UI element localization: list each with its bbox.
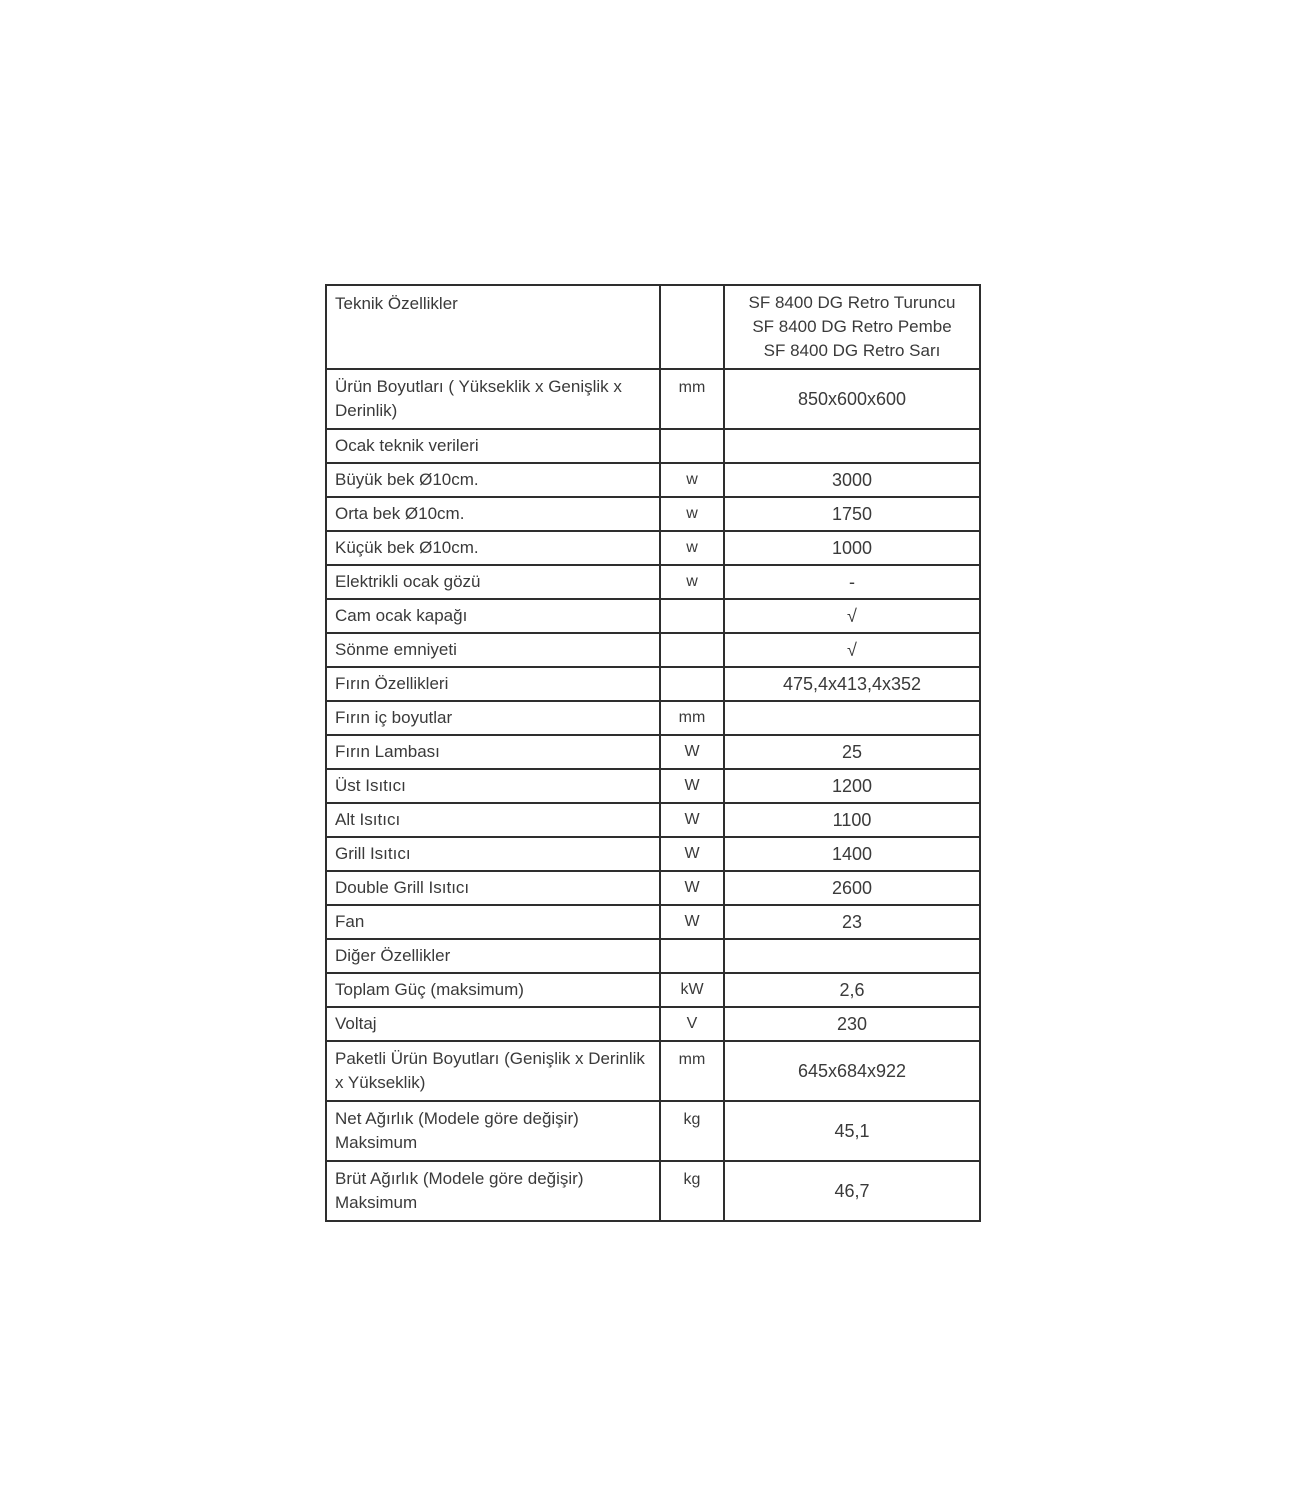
table-row bbox=[326, 939, 980, 973]
table-row bbox=[326, 1101, 980, 1161]
spec-unit: V bbox=[660, 1007, 724, 1041]
spec-unit: w bbox=[660, 497, 724, 531]
spec-unit: W bbox=[660, 905, 724, 939]
spec-value: 1750 bbox=[724, 497, 980, 531]
spec-value: 2600 bbox=[724, 871, 980, 905]
table-row bbox=[326, 633, 980, 667]
table-row bbox=[326, 701, 980, 735]
spec-label: Diğer Özellikler bbox=[326, 939, 660, 973]
spec-label: Alt Isıtıcı bbox=[326, 803, 660, 837]
spec-unit bbox=[660, 939, 724, 973]
spec-value: 45,1 bbox=[724, 1101, 980, 1161]
spec-unit: W bbox=[660, 871, 724, 905]
spec-value: - bbox=[724, 565, 980, 599]
spec-unit: mm bbox=[660, 369, 724, 429]
spec-label: Brüt Ağırlık (Modele göre değişir) Maksimum bbox=[326, 1161, 660, 1221]
spec-label: Fan bbox=[326, 905, 660, 939]
spec-value: 230 bbox=[724, 1007, 980, 1041]
spec-value: 475,4x413,4x352 bbox=[724, 667, 980, 701]
spec-value: 1000 bbox=[724, 531, 980, 565]
table-row bbox=[326, 497, 980, 531]
spec-label: Grill Isıtıcı bbox=[326, 837, 660, 871]
table-row bbox=[326, 1161, 980, 1221]
spec-value: 1100 bbox=[724, 803, 980, 837]
spec-label: Ocak teknik verileri bbox=[326, 429, 660, 463]
spec-value bbox=[724, 429, 980, 463]
spec-value: 3000 bbox=[724, 463, 980, 497]
spec-label: Voltaj bbox=[326, 1007, 660, 1041]
spec-label: Büyük bek Ø10cm. bbox=[326, 463, 660, 497]
spec-value: 23 bbox=[724, 905, 980, 939]
table-row bbox=[326, 735, 980, 769]
spec-label: Elektrikli ocak gözü bbox=[326, 565, 660, 599]
spec-unit: kg bbox=[660, 1161, 724, 1221]
spec-label: Cam ocak kapağı bbox=[326, 599, 660, 633]
table-row bbox=[326, 973, 980, 1007]
spec-label: Paketli Ürün Boyutları (Genişlik x Derinlik x Yükseklik) bbox=[326, 1041, 660, 1101]
spec-value: 645x684x922 bbox=[724, 1041, 980, 1101]
spec-value bbox=[724, 939, 980, 973]
spec-unit: w bbox=[660, 565, 724, 599]
spec-value: 1400 bbox=[724, 837, 980, 871]
table-row bbox=[326, 769, 980, 803]
spec-unit: W bbox=[660, 803, 724, 837]
spec-label: Toplam Güç (maksimum) bbox=[326, 973, 660, 1007]
table-row bbox=[326, 369, 980, 429]
spec-label: Double Grill Isıtıcı bbox=[326, 871, 660, 905]
spec-label: Net Ağırlık (Modele göre değişir) Maksimum bbox=[326, 1101, 660, 1161]
header-label: Teknik Özellikler bbox=[326, 285, 660, 369]
spec-unit bbox=[660, 633, 724, 667]
spec-label: Fırın Lambası bbox=[326, 735, 660, 769]
spec-table-body bbox=[326, 285, 980, 1221]
spec-unit: W bbox=[660, 769, 724, 803]
spec-unit: w bbox=[660, 463, 724, 497]
table-row bbox=[326, 667, 980, 701]
table-row bbox=[326, 905, 980, 939]
spec-label: Küçük bek Ø10cm. bbox=[326, 531, 660, 565]
table-header-row bbox=[326, 285, 980, 369]
model-name: SF 8400 DG Retro Sarı bbox=[763, 341, 941, 360]
spec-label: Ürün Boyutları ( Yükseklik x Genişlik x Derinlik) bbox=[326, 369, 660, 429]
table-row bbox=[326, 599, 980, 633]
spec-unit: W bbox=[660, 735, 724, 769]
table-row bbox=[326, 463, 980, 497]
table-row bbox=[326, 429, 980, 463]
spec-value: √ bbox=[724, 599, 980, 633]
spec-unit bbox=[660, 667, 724, 701]
spec-value: 2,6 bbox=[724, 973, 980, 1007]
model-name: SF 8400 DG Retro Turuncu bbox=[748, 293, 956, 312]
header-models bbox=[724, 285, 980, 369]
table-row bbox=[326, 1041, 980, 1101]
spec-label: Fırın Özellikleri bbox=[326, 667, 660, 701]
table-row bbox=[326, 531, 980, 565]
spec-label: Orta bek Ø10cm. bbox=[326, 497, 660, 531]
table-row bbox=[326, 871, 980, 905]
spec-unit: mm bbox=[660, 1041, 724, 1101]
spec-unit: W bbox=[660, 837, 724, 871]
table-row bbox=[326, 803, 980, 837]
spec-unit: mm bbox=[660, 701, 724, 735]
spec-table bbox=[325, 284, 981, 1222]
table-row bbox=[326, 837, 980, 871]
spec-unit: w bbox=[660, 531, 724, 565]
spec-value bbox=[724, 701, 980, 735]
spec-value: 1200 bbox=[724, 769, 980, 803]
spec-value: 850x600x600 bbox=[724, 369, 980, 429]
spec-value: 46,7 bbox=[724, 1161, 980, 1221]
model-name: SF 8400 DG Retro Pembe bbox=[752, 317, 952, 336]
table-row bbox=[326, 565, 980, 599]
spec-value: 25 bbox=[724, 735, 980, 769]
spec-unit: kg bbox=[660, 1101, 724, 1161]
spec-unit bbox=[660, 599, 724, 633]
spec-unit: kW bbox=[660, 973, 724, 1007]
header-unit bbox=[660, 285, 724, 369]
spec-label: Sönme emniyeti bbox=[326, 633, 660, 667]
spec-value: √ bbox=[724, 633, 980, 667]
spec-label: Üst Isıtıcı bbox=[326, 769, 660, 803]
spec-unit bbox=[660, 429, 724, 463]
table-row bbox=[326, 1007, 980, 1041]
spec-label: Fırın iç boyutlar bbox=[326, 701, 660, 735]
